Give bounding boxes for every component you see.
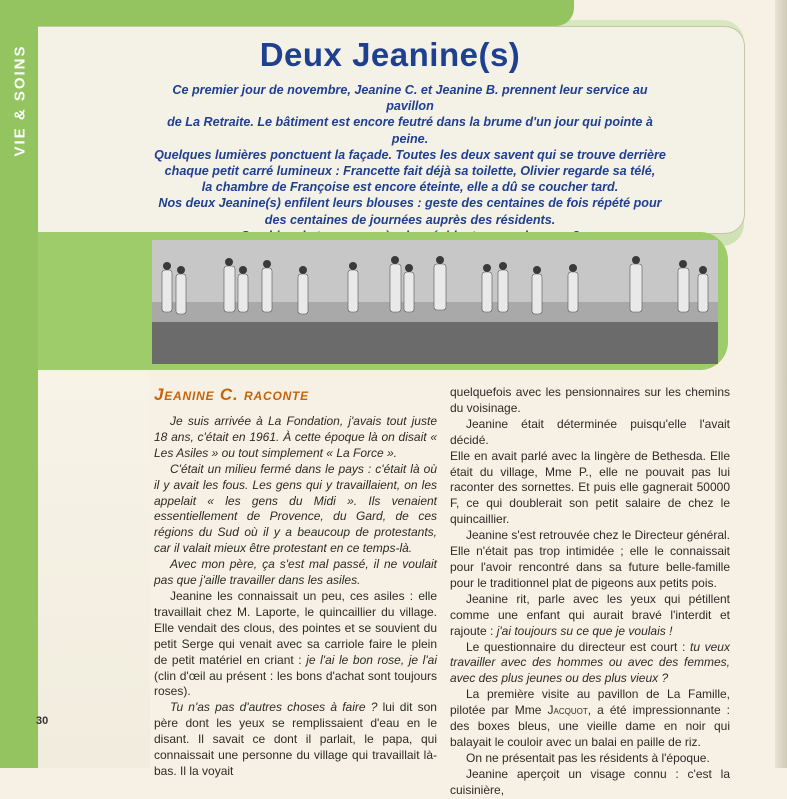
paragraph: Je suis arrivée à La Fondation, j'avais tout juste 18 ans, c'était en 1961. À cette époque là on disait « Les Asiles » ou tout simplement « La Force ».	[154, 414, 437, 460]
paragraph: Jeanine les connaissait un peu, ces asiles : elle travaillait chez M. Laporte, le quincaillier du village. Elle vendait des clous, des pointes et se souvient du petit Serge qui venait avec sa carriole faire le plein de petit matériel en criant : je l'ai le bon rose, je l'ai (clin d'œil au présent : les bons d'achat sont toujours roses).	[154, 588, 437, 699]
paragraph: quelquefois avec les pensionnaires sur les chemins du voisinage.	[450, 385, 730, 415]
paragraph: On ne présentait pas les résidents à l'époque.	[466, 750, 710, 765]
right-column	[450, 385, 730, 799]
paragraph: Elle en avait parlé avec la lingère de Bethesda. Elle était du village, Mme P., elle ne pouvait pas lui raconter des sornettes. Et puis elle gagnerait 50000 F, ce qui doublerait son petit salaire de chez le quincaillier.	[450, 448, 730, 527]
left-margin-area	[38, 372, 150, 768]
page-fold	[775, 0, 787, 768]
left-column	[154, 414, 437, 780]
paragraph: Tu n'as pas d'autres choses à faire ? lui dit son père dont les yeux se remplissaient d'eau en le disant. Il savait ce dont il parlait, le papa, qui connaissait une personne du village qui travaillait là-bas. Il la voyait	[154, 700, 437, 778]
paragraph: Avec mon père, ça s'est mal passé, il ne voulait pas que j'aille travailler dans les asiles.	[154, 557, 437, 588]
article-title: Deux Jeanine(s)	[259, 36, 521, 73]
section-heading: Jeanine C. raconte	[154, 385, 309, 404]
intro-text: Ce premier jour de novembre, Jeanine C. et Jeanine B. prennent leur service au pavillon de La Retraite. Le bâtiment est encore feutré dans la brume d'un jour qui pointe à peine. Quelques lumières ponctuent la façade. Toutes les deux savent qui se trouve derrière chaque petit carré lumineux : Francette fait déjà sa toilette, Olivier regarde sa télé, la chambre de Françoise est encore éteinte, elle a dû se coucher tard. Nos deux Jeanine(s) enfilent leurs blouses : geste des centaines de fois répété pour des centaines de journées auprès des résidents.	[154, 83, 666, 227]
paragraph: C'était un milieu fermé dans le pays : c'était là où il y avait les fous. Les gens qui y travaillaient, on les appelait « les gens du Midi ». Ils venaient essentiellement de Provence, du Gard, de ces régions du Sud où il y a beaucoup de protestants, car il valait mieux être protestant en ce temps-là.	[154, 461, 437, 556]
nurses-walking-photo	[152, 240, 718, 364]
paragraph: Jeanine s'est retrouvée chez le Directeur général. Elle n'était pas trop intimidée ; elle le connaissait pour l'avoir rencontré dans sa future belle-famille pour le traditionnel plat de pigeons aux petits pois.	[450, 528, 730, 590]
section-side-label: VIE & SOINS	[11, 43, 29, 157]
paragraph: Jeanine rit, parle avec les yeux qui pétillent comme une enfant qui aurait bravé l'interdit et rajoute : j'ai toujours su ce que je voulais !	[450, 591, 730, 638]
paragraph: Le questionnaire du directeur est court : tu veux travailler avec des hommes ou avec des femmes, avec des plus jeunes ou des plus vieux ?	[450, 639, 730, 686]
archive-photo	[152, 240, 718, 364]
header-bar	[14, 0, 574, 26]
paragraph: Jeanine aperçoit un visage connu : c'est la cuisinière,	[450, 766, 730, 797]
paragraph: La première visite au pavillon de La Famille, pilotée par Mme Jacquot, a été impressionnante : des boxes bleus, une vieille dame en noir qui balayait le couloir avec un balai en paille de riz.	[450, 687, 730, 749]
paragraph: Jeanine était déterminée puisqu'elle l'avait décidé.	[450, 416, 730, 447]
page-number: 30	[36, 715, 49, 727]
